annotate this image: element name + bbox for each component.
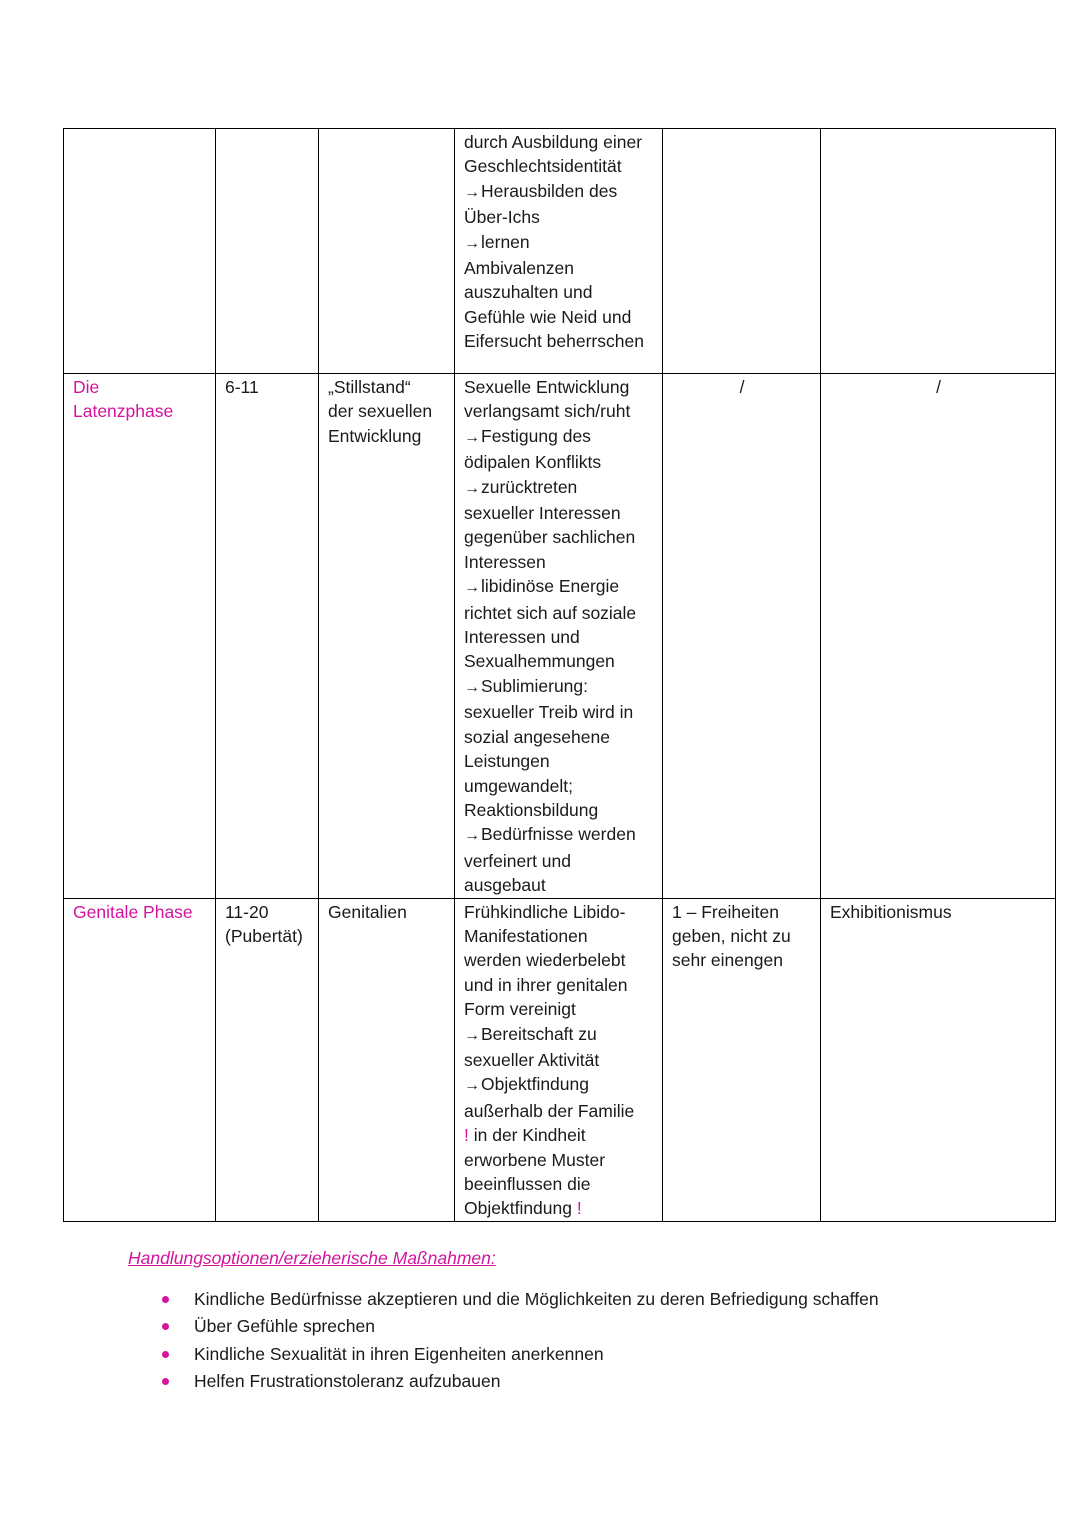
desc-line: →Bedürfnisse werden xyxy=(464,824,636,845)
desc-line: →Sublimierung: xyxy=(464,675,588,696)
phase-table xyxy=(63,128,1056,1222)
arrow-right-icon: → xyxy=(464,428,480,446)
list-item: Kindliche Bedürfnisse akzeptieren und die Möglichkeiten zu deren Befriedigung schaffen xyxy=(128,1286,1028,1313)
desc-line: sozial angesehene xyxy=(464,726,610,747)
cell-zone: Genitalien xyxy=(319,898,455,1221)
desc-line: Sexualhemmungen xyxy=(464,651,615,672)
arrow-right-icon: → xyxy=(464,183,480,201)
desc-line: Sexuelle Entwicklung xyxy=(464,377,630,397)
desc-line: Frühkindliche Libido- xyxy=(464,901,626,922)
desc-line: ödipalen Konflikts xyxy=(464,452,602,473)
desc-line: ! in der Kindheit xyxy=(464,1125,586,1146)
cell-age: 6-11 xyxy=(216,374,319,899)
desc-line: Manifestationen xyxy=(464,925,588,946)
desc-line: außerhalb der Familie xyxy=(464,1100,635,1121)
arrow-right-icon: → xyxy=(464,1077,480,1095)
cell-description xyxy=(455,129,663,374)
desc-line: →Objektfindung xyxy=(464,1074,589,1095)
cell-age xyxy=(216,129,319,374)
desc-line: Leistungen xyxy=(464,751,550,772)
desc-line: →zurücktreten xyxy=(464,476,578,497)
desc-line: Objektfindung ! xyxy=(464,1198,582,1219)
options-list xyxy=(128,1286,1028,1395)
cell-phase xyxy=(64,129,216,374)
cell-disorder xyxy=(821,129,1056,374)
desc-line: ausgebaut xyxy=(464,875,546,896)
options-section xyxy=(128,1246,1028,1395)
cell-zone xyxy=(319,129,455,374)
table-row-continued xyxy=(64,129,1056,374)
desc-line: auszuhalten und xyxy=(464,282,593,303)
desc-line: →libidinöse Energie xyxy=(464,576,620,597)
desc-line: erworbene Muster xyxy=(464,1149,606,1170)
desc-line: Ambivalenzen xyxy=(464,258,574,279)
desc-line: →Herausbilden des xyxy=(464,180,618,201)
desc-line: und in ihrer genitalen xyxy=(464,974,628,995)
desc-line: →Bereitschaft zu xyxy=(464,1023,597,1044)
bullet-icon xyxy=(162,1296,169,1303)
desc-line: →Festigung des xyxy=(464,425,591,446)
list-item: Kindliche Sexualität in ihren Eigenheiten anerkennen xyxy=(128,1341,1028,1368)
cell-disorder: / xyxy=(821,374,1056,899)
cell-fixation xyxy=(663,129,821,374)
list-item: Über Gefühle sprechen xyxy=(128,1313,1028,1340)
desc-line: werden wiederbelebt xyxy=(464,950,626,971)
list-item: Helfen Frustrationstoleranz aufzubauen xyxy=(128,1368,1028,1395)
arrow-right-icon: → xyxy=(464,827,480,845)
arrow-right-icon: → xyxy=(464,678,480,696)
desc-line: verlangsamt sich/ruht xyxy=(464,401,631,422)
desc-line: sexueller Aktivität xyxy=(464,1049,600,1070)
desc-line: Eifersucht beherrschen xyxy=(464,331,644,352)
desc-line: umgewandelt; xyxy=(464,775,573,796)
desc-line: Gefühle wie Neid und xyxy=(464,306,632,327)
desc-line: gegenüber sachlichen xyxy=(464,527,636,548)
desc-line: beeinflussen die xyxy=(464,1174,591,1194)
exclamation-mark: ! xyxy=(464,1125,469,1146)
table-row-genitale-phase xyxy=(64,898,1056,1221)
desc-line: Interessen xyxy=(464,551,546,572)
arrow-right-icon: → xyxy=(464,234,480,252)
bullet-icon xyxy=(162,1323,169,1330)
desc-line: Form vereinigt xyxy=(464,999,576,1020)
arrow-right-icon: → xyxy=(464,1026,480,1044)
desc-line: Über-Ichs xyxy=(464,207,540,228)
table-row-latenzphase xyxy=(64,374,1056,899)
desc-line: richtet sich auf soziale xyxy=(464,602,637,623)
cell-age: 11-20 (Pubertät) xyxy=(216,898,319,1221)
desc-line: sexueller Interessen xyxy=(464,503,621,524)
desc-line: Geschlechtsidentität xyxy=(464,156,622,177)
desc-line: Interessen und xyxy=(464,627,580,648)
desc-line: sexueller Treib wird in xyxy=(464,702,634,723)
cell-description xyxy=(455,374,663,899)
cell-phase-name: Genitale Phase xyxy=(64,898,216,1221)
desc-line: durch Ausbildung einer xyxy=(464,132,643,152)
desc-line: verfeinert und xyxy=(464,850,572,871)
desc-line: Reaktionsbildung xyxy=(464,799,599,820)
desc-line: →lernen xyxy=(464,231,530,252)
bullet-icon xyxy=(162,1378,169,1385)
cell-fixation: 1 – Freiheiten geben, nicht zu sehr einengen xyxy=(663,898,821,1221)
arrow-right-icon: → xyxy=(464,579,480,597)
cell-description xyxy=(455,898,663,1221)
arrow-right-icon: → xyxy=(464,479,480,497)
bullet-icon xyxy=(162,1351,169,1358)
cell-fixation: / xyxy=(663,374,821,899)
cell-disorder: Exhibitionismus xyxy=(821,898,1056,1221)
exclamation-mark: ! xyxy=(572,1198,582,1219)
cell-phase-name: Die Latenzphase xyxy=(64,374,216,899)
section-title: Handlungsoptionen/erzieherische Maßnahmen: xyxy=(128,1248,496,1268)
cell-zone: „Stillstand“ der sexuellen Entwicklung xyxy=(319,374,455,899)
